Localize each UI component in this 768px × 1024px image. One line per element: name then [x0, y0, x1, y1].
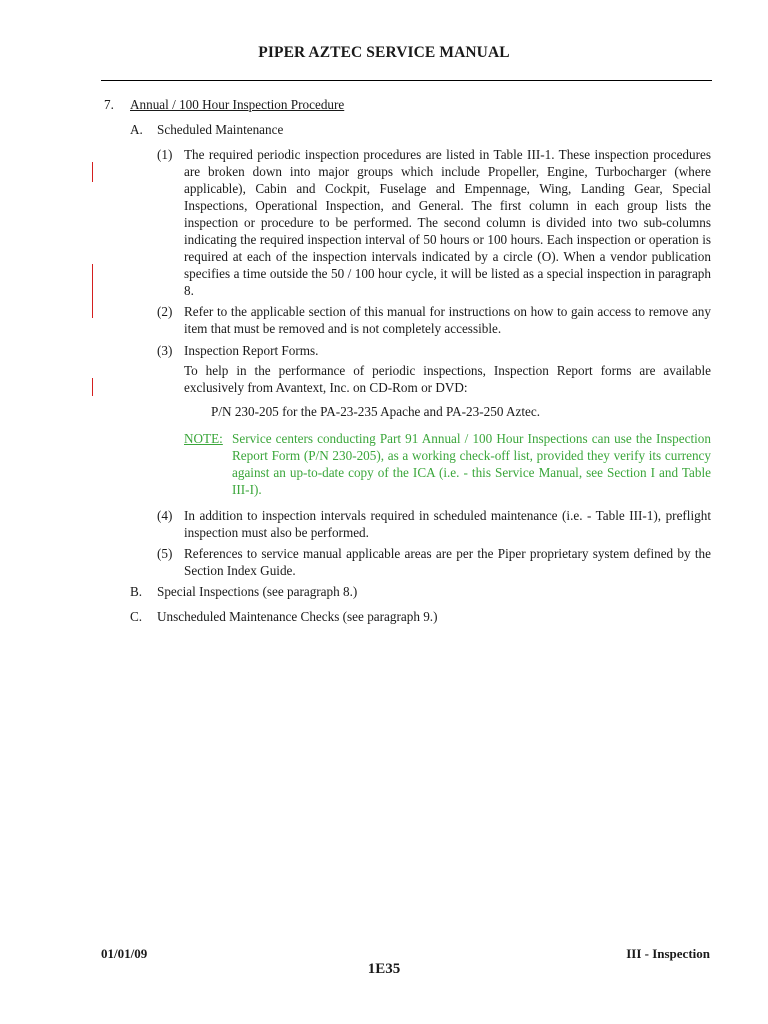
page-header-title: PIPER AZTEC SERVICE MANUAL [258, 44, 510, 61]
list-item-text: References to service manual applicable areas are per the Piper proprietary system defined by the Section Index Guide. [184, 546, 711, 578]
list-item-text: Refer to the applicable section of this manual for instructions on how to gain access to remove any item that must be removed and is not completely accessible. [184, 304, 711, 336]
list-item-text: The required periodic inspection procedures are listed in Table III-1. These inspection procedures are broken down into major groups which include Propeller, Engine, Turbocharger (where applicable), Cabin and Cockpit, Fuselage and Empennage, Wing, Landing Gear, Special Inspections, Operational Inspection, and General. The first column in each group lists the inspection or procedure to be performed. The second column is divided into two sub-columns indicating the required inspection interval of 50 hours or 100 hours. Each inspection or operation is required at each of the inspection intervals indicated by a circle (O). When a vendor publication specifies a time outside the 50 / 100 hour cycle, it will be listed as a special inspection in paragraph 8. [184, 147, 711, 298]
footer-date: 01/01/09 [101, 946, 148, 961]
subsection-letter-b: B. [130, 584, 143, 599]
part-number-line: P/N 230-205 for the PA-23-235 Apache and PA-23-250 Aztec. [211, 404, 541, 419]
subsection-title-a: Scheduled Maintenance [157, 122, 284, 137]
note-text: Service centers conducting Part 91 Annual / 100 Hour Inspections can use the Inspection Report Form (P/N 230-205), as a working check-off list, provided they verify its currency against an up-to-date copy of the ICA (i.e. - this Service Manual, see Section I and Table III-I). [232, 431, 711, 497]
revision-bar [92, 162, 93, 182]
revision-bar [92, 264, 93, 318]
subsection-letter-a: A. [130, 122, 143, 137]
note-label: NOTE: [184, 431, 223, 446]
list-item-number: (3) [157, 343, 173, 358]
list-item-number: (5) [157, 546, 173, 561]
subsection-letter-c: C. [130, 609, 143, 624]
list-item-text: Inspection Report Forms. [184, 343, 319, 358]
forms-paragraph: To help in the performance of periodic inspections, Inspection Report forms are available exclusively from Avantext, Inc. on CD-Rom or DVD: [184, 363, 711, 395]
list-item-text: In addition to inspection intervals required in scheduled maintenance (i.e. - Table III-1), preflight inspection must also be performed. [184, 508, 711, 540]
section-number: 7. [104, 97, 114, 112]
footer-section: III - Inspection [626, 946, 710, 961]
header-divider [101, 80, 712, 81]
subsection-title-c: Unscheduled Maintenance Checks (see paragraph 9.) [157, 609, 438, 624]
page-number: 1E35 [367, 961, 401, 977]
subsection-title-b: Special Inspections (see paragraph 8.) [157, 584, 358, 599]
list-item-number: (2) [157, 304, 173, 319]
list-item-number: (4) [157, 508, 173, 523]
revision-bar [92, 378, 93, 396]
section-title: Annual / 100 Hour Inspection Procedure [130, 97, 345, 112]
list-item-number: (1) [157, 147, 173, 162]
